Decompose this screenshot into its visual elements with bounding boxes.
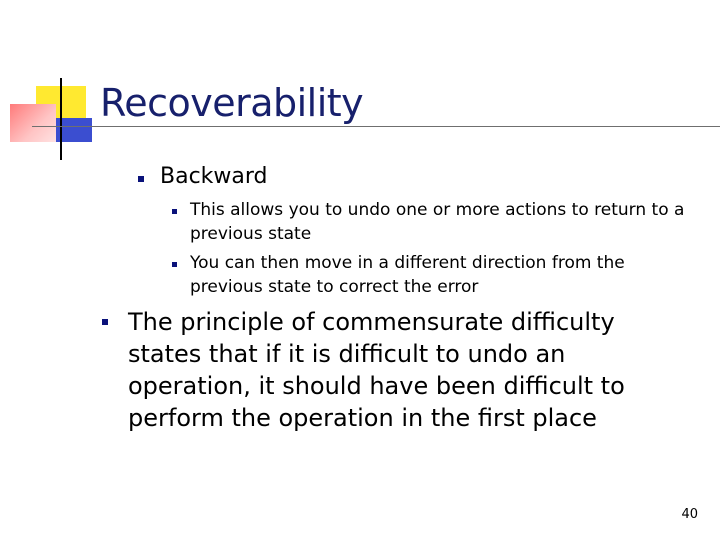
bullet-marker — [138, 176, 144, 182]
sub-bullet-marker — [172, 262, 177, 267]
sub-bullet-marker — [172, 209, 177, 214]
decoration-red-square — [10, 104, 56, 142]
sub-bullet-direction: You can then move in a different direction from the previous state to correct the error — [190, 253, 625, 297]
sub-bullet-undo: This allows you to undo one or more actions to return to a previous state — [190, 200, 685, 244]
bullet-marker — [102, 319, 108, 325]
slide-title: Recoverability — [100, 81, 364, 125]
bullet-backward: Backward — [160, 164, 268, 189]
decoration-vertical-line — [60, 78, 62, 160]
title-underline — [32, 126, 720, 127]
bullet-commensurate-difficulty: The principle of commensurate difficulty states that if it is difficult to undo an operation, it should have been difficult to perform the operation in the first place — [128, 308, 625, 432]
page-number: 40 — [681, 507, 698, 522]
